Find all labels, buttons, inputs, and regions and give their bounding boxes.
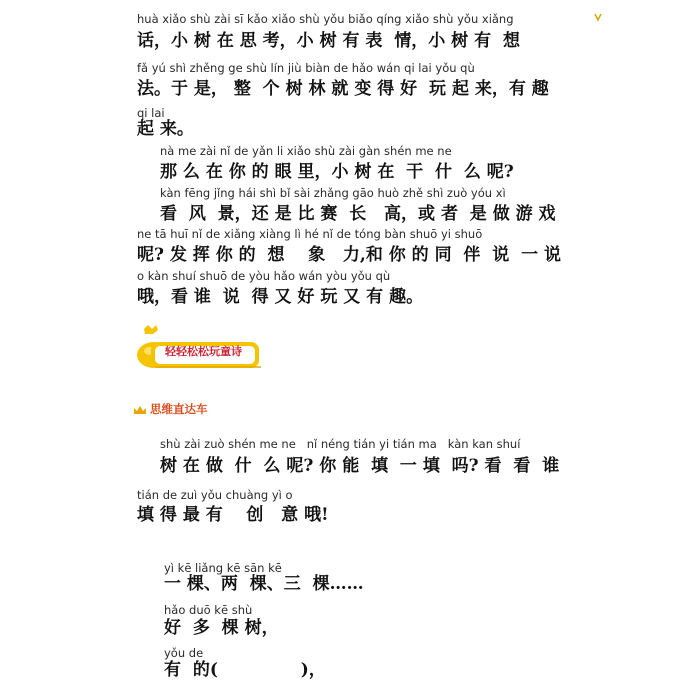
banner-title: 轻轻松松玩童诗 <box>165 345 242 358</box>
passage-line1-text: 话，小 树 在 思 考，小 树 有 表 情，小 树 有 想 <box>137 31 520 51</box>
poem-line1-pinyin: yì kē liǎng kē sān kē <box>164 561 282 575</box>
passage-line4-pinyin: nà me zài nǐ de yǎn li xiǎo shù zài gàn shén me ne <box>160 144 452 158</box>
crown-icon <box>133 405 147 415</box>
poem-line3-pinyin: yǒu de <box>164 646 204 660</box>
exercise-line1-pinyin: shù zài zuò shén me ne nǐ néng tián yi tián ma kàn kan shuí <box>160 437 521 451</box>
passage-line3-text: 起 来。 <box>137 119 194 139</box>
exercise-line2-pinyin: tián de zuì yǒu chuàng yì o <box>137 488 293 502</box>
passage-line2-text: 法。于 是， 整 个 树 林 就 变 得 好 玩 起 来，有 趣 <box>137 79 549 99</box>
passage-line5-pinyin: kàn fēng jǐng hái shì bǐ sài zhǎng gāo huò zhě shì zuò yóu xì <box>160 186 506 200</box>
poem-line2-pinyin: hǎo duō kē shù <box>164 603 253 617</box>
poem-line3-text: 有 的( )， <box>164 660 326 680</box>
exercise-line2-text: 填 得 最 有 创 意 哦! <box>137 505 329 525</box>
passage-line7-pinyin: o kàn shuí shuō de yòu hǎo wán yòu yǒu qù <box>137 269 391 283</box>
section-title: 思维直达车 <box>150 402 208 416</box>
passage-line5-text: 看 风 景，还 是 比 赛 长 高，或 者 是 做 游 戏 <box>160 204 556 224</box>
corner-mark-icon <box>594 12 602 22</box>
passage-line2-pinyin: fǎ yú shì zhěng ge shù lín jiù biàn de hǎo wán qi lai yǒu qù <box>137 61 475 75</box>
poem-line1-text: 一 棵、两 棵、三 棵…… <box>164 574 364 594</box>
passage-line3-pinyin: qi lai <box>137 106 165 120</box>
passage-line1-pinyin: huà xiǎo shù zài sī kǎo xiǎo shù yǒu biǎo qíng xiǎo shù yǒu xiǎng <box>137 12 514 26</box>
passage-line4-text: 那 么 在 你 的 眼 里，小 树 在 干 什 么 呢? <box>160 162 514 182</box>
passage-line7-text: 哦，看 谁 说 得 又 好 玩 又 有 趣。 <box>137 287 424 307</box>
poem-line2-text: 好 多 棵 树， <box>164 618 279 638</box>
passage-line6-pinyin: ne tā huī nǐ de xiǎng xiàng lì hé nǐ de tóng bàn shuō yi shuō <box>137 227 483 241</box>
exercise-line1-text: 树 在 做 什 么 呢? 你 能 填 一 填 吗? 看 看 谁 <box>160 456 560 476</box>
passage-line6-text: 呢? 发 挥 你 的 想 象 力,和 你 的 同 伴 说 一 说 <box>137 245 562 265</box>
